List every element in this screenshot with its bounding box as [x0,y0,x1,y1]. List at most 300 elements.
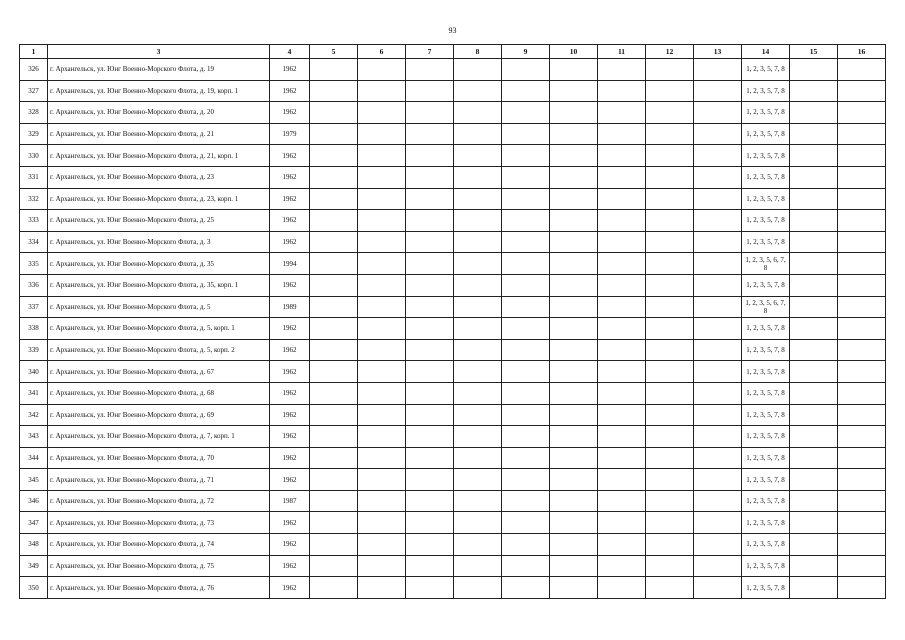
empty-cell [694,59,742,81]
address-cell: г. Архангельск, ул. Юнг Военно-Морского Флота, д. 74 [48,534,270,556]
empty-cell [646,80,694,102]
empty-cell [694,555,742,577]
empty-cell [502,166,550,188]
works-cell: 1, 2, 3, 5, 6, 7, 8 [742,253,790,275]
empty-cell [838,339,886,361]
empty-cell [358,490,406,512]
works-cell: 1, 2, 3, 5, 7, 8 [742,490,790,512]
empty-cell [454,296,502,318]
empty-cell [598,447,646,469]
works-cell: 1, 2, 3, 5, 7, 8 [742,102,790,124]
empty-cell [790,166,838,188]
year-cell: 1962 [270,318,310,340]
empty-cell [790,59,838,81]
empty-cell [598,166,646,188]
empty-cell [550,447,598,469]
works-cell: 1, 2, 3, 5, 7, 8 [742,555,790,577]
empty-cell [406,534,454,556]
empty-cell [838,534,886,556]
empty-cell [358,231,406,253]
row-number-cell: 349 [20,555,48,577]
column-header: 15 [790,45,838,59]
table-row [20,274,886,296]
empty-cell [502,145,550,167]
empty-cell [694,318,742,340]
empty-cell [598,123,646,145]
empty-cell [502,210,550,232]
empty-cell [454,577,502,599]
year-cell: 1962 [270,426,310,448]
empty-cell [502,123,550,145]
table-row [20,339,886,361]
empty-cell [694,382,742,404]
empty-cell [694,339,742,361]
empty-cell [646,318,694,340]
row-number-cell: 347 [20,512,48,534]
empty-cell [646,361,694,383]
empty-cell [790,102,838,124]
empty-cell [790,188,838,210]
address-cell: г. Архангельск, ул. Юнг Военно-Морского Флота, д. 68 [48,382,270,404]
column-header: 11 [598,45,646,59]
empty-cell [790,447,838,469]
empty-cell [358,145,406,167]
empty-cell [646,534,694,556]
empty-cell [502,274,550,296]
year-cell: 1962 [270,339,310,361]
empty-cell [790,274,838,296]
empty-cell [550,123,598,145]
empty-cell [598,318,646,340]
empty-cell [694,361,742,383]
empty-cell [694,231,742,253]
empty-cell [550,404,598,426]
empty-cell [838,404,886,426]
table-row [20,534,886,556]
housing-table [19,44,886,599]
empty-cell [550,274,598,296]
empty-cell [502,296,550,318]
empty-cell [502,469,550,491]
empty-cell [550,577,598,599]
empty-cell [310,577,358,599]
row-number-cell: 328 [20,102,48,124]
empty-cell [502,426,550,448]
empty-cell [790,382,838,404]
empty-cell [838,318,886,340]
empty-cell [598,361,646,383]
year-cell: 1962 [270,382,310,404]
empty-cell [406,296,454,318]
empty-cell [838,210,886,232]
empty-cell [406,426,454,448]
row-number-cell: 336 [20,274,48,296]
empty-cell [646,382,694,404]
address-cell: г. Архангельск, ул. Юнг Военно-Морского Флота, д. 20 [48,102,270,124]
column-header: 16 [838,45,886,59]
year-cell: 1962 [270,145,310,167]
table-row [20,166,886,188]
empty-cell [310,145,358,167]
empty-cell [502,361,550,383]
empty-cell [358,296,406,318]
empty-cell [454,123,502,145]
empty-cell [406,447,454,469]
empty-cell [790,577,838,599]
empty-cell [502,404,550,426]
empty-cell [694,123,742,145]
empty-cell [454,59,502,81]
table-row [20,426,886,448]
works-cell: 1, 2, 3, 5, 7, 8 [742,123,790,145]
works-cell: 1, 2, 3, 5, 7, 8 [742,404,790,426]
table-row [20,555,886,577]
table-row [20,123,886,145]
empty-cell [790,318,838,340]
year-cell: 1962 [270,102,310,124]
empty-cell [694,534,742,556]
empty-cell [358,534,406,556]
works-cell: 1, 2, 3, 5, 7, 8 [742,80,790,102]
address-cell: г. Архангельск, ул. Юнг Военно-Морского Флота, д. 5, корп. 2 [48,339,270,361]
empty-cell [790,534,838,556]
empty-cell [550,469,598,491]
column-header: 13 [694,45,742,59]
empty-cell [358,210,406,232]
empty-cell [694,80,742,102]
table-row [20,231,886,253]
empty-cell [646,469,694,491]
empty-cell [550,512,598,534]
empty-cell [358,102,406,124]
empty-cell [454,361,502,383]
empty-cell [790,231,838,253]
row-number-cell: 344 [20,447,48,469]
empty-cell [310,59,358,81]
empty-cell [550,382,598,404]
address-cell: г. Архангельск, ул. Юнг Военно-Морского Флота, д. 71 [48,469,270,491]
works-cell: 1, 2, 3, 5, 7, 8 [742,166,790,188]
empty-cell [838,426,886,448]
row-number-cell: 331 [20,166,48,188]
address-cell: г. Архангельск, ул. Юнг Военно-Морского Флота, д. 70 [48,447,270,469]
address-cell: г. Архангельск, ул. Юнг Военно-Морского Флота, д. 25 [48,210,270,232]
empty-cell [838,447,886,469]
row-number-cell: 338 [20,318,48,340]
table-row [20,145,886,167]
year-cell: 1962 [270,404,310,426]
empty-cell [310,469,358,491]
empty-cell [310,361,358,383]
empty-cell [550,339,598,361]
empty-cell [502,102,550,124]
empty-cell [406,59,454,81]
empty-cell [598,404,646,426]
empty-cell [838,102,886,124]
empty-cell [406,123,454,145]
empty-cell [838,577,886,599]
address-cell: г. Архангельск, ул. Юнг Военно-Морского Флота, д. 35 [48,253,270,275]
empty-cell [406,188,454,210]
empty-cell [838,80,886,102]
row-number-cell: 329 [20,123,48,145]
column-header: 6 [358,45,406,59]
empty-cell [598,534,646,556]
address-cell: г. Архангельск, ул. Юнг Военно-Морского Флота, д. 19 [48,59,270,81]
empty-cell [502,577,550,599]
empty-cell [694,426,742,448]
empty-cell [790,490,838,512]
empty-cell [502,339,550,361]
column-header: 4 [270,45,310,59]
empty-cell [454,274,502,296]
year-cell: 1962 [270,59,310,81]
empty-cell [646,555,694,577]
row-number-cell: 343 [20,426,48,448]
empty-cell [454,145,502,167]
table-row [20,102,886,124]
row-number-cell: 326 [20,59,48,81]
column-header: 5 [310,45,358,59]
empty-cell [406,382,454,404]
empty-cell [694,447,742,469]
empty-cell [838,253,886,275]
works-cell: 1, 2, 3, 5, 7, 8 [742,318,790,340]
empty-cell [598,469,646,491]
year-cell: 1962 [270,166,310,188]
empty-cell [454,382,502,404]
row-number-cell: 335 [20,253,48,275]
address-cell: г. Архангельск, ул. Юнг Военно-Морского Флота, д. 23 [48,166,270,188]
table-row [20,253,886,275]
table-row [20,210,886,232]
row-number-cell: 327 [20,80,48,102]
empty-cell [694,296,742,318]
table-row [20,404,886,426]
empty-cell [310,253,358,275]
empty-cell [454,447,502,469]
empty-cell [598,80,646,102]
empty-cell [406,339,454,361]
empty-cell [454,80,502,102]
empty-cell [790,404,838,426]
works-cell: 1, 2, 3, 5, 6, 7, 8 [742,296,790,318]
empty-cell [646,166,694,188]
empty-cell [790,339,838,361]
empty-cell [550,318,598,340]
row-number-cell: 341 [20,382,48,404]
address-cell: г. Архангельск, ул. Юнг Военно-Морского Флота, д. 3 [48,231,270,253]
empty-cell [406,512,454,534]
empty-cell [550,426,598,448]
row-number-cell: 334 [20,231,48,253]
empty-cell [454,188,502,210]
empty-cell [694,469,742,491]
empty-cell [598,253,646,275]
year-cell: 1962 [270,555,310,577]
empty-cell [598,188,646,210]
empty-cell [694,188,742,210]
empty-cell [502,231,550,253]
empty-cell [694,253,742,275]
table-row [20,382,886,404]
empty-cell [646,296,694,318]
empty-cell [838,382,886,404]
empty-cell [838,361,886,383]
empty-cell [790,469,838,491]
table-row [20,80,886,102]
empty-cell [646,512,694,534]
empty-cell [646,231,694,253]
empty-cell [310,231,358,253]
empty-cell [502,253,550,275]
address-cell: г. Архангельск, ул. Юнг Военно-Морского Флота, д. 73 [48,512,270,534]
column-header: 8 [454,45,502,59]
empty-cell [790,80,838,102]
empty-cell [454,166,502,188]
empty-cell [358,447,406,469]
empty-cell [406,145,454,167]
address-cell: г. Архангельск, ул. Юнг Военно-Морского Флота, д. 5 [48,296,270,318]
empty-cell [310,512,358,534]
empty-cell [550,145,598,167]
empty-cell [406,80,454,102]
empty-cell [694,274,742,296]
row-number-cell: 330 [20,145,48,167]
empty-cell [646,490,694,512]
empty-cell [310,426,358,448]
empty-cell [310,490,358,512]
row-number-cell: 339 [20,339,48,361]
empty-cell [406,231,454,253]
empty-cell [406,404,454,426]
empty-cell [550,361,598,383]
empty-cell [694,490,742,512]
empty-cell [310,80,358,102]
empty-cell [550,188,598,210]
year-cell: 1962 [270,469,310,491]
empty-cell [646,59,694,81]
empty-cell [502,59,550,81]
empty-cell [310,447,358,469]
empty-cell [502,318,550,340]
empty-cell [502,555,550,577]
works-cell: 1, 2, 3, 5, 7, 8 [742,426,790,448]
empty-cell [598,145,646,167]
year-cell: 1962 [270,210,310,232]
empty-cell [454,534,502,556]
address-cell: г. Архангельск, ул. Юнг Военно-Морского Флота, д. 75 [48,555,270,577]
empty-cell [598,339,646,361]
empty-cell [790,123,838,145]
empty-cell [454,210,502,232]
empty-cell [838,166,886,188]
empty-cell [502,490,550,512]
works-cell: 1, 2, 3, 5, 7, 8 [742,339,790,361]
empty-cell [694,404,742,426]
empty-cell [790,296,838,318]
column-header: 7 [406,45,454,59]
empty-cell [838,296,886,318]
empty-cell [310,534,358,556]
empty-cell [454,231,502,253]
empty-cell [406,210,454,232]
empty-cell [694,210,742,232]
empty-cell [310,404,358,426]
empty-cell [598,382,646,404]
works-cell: 1, 2, 3, 5, 7, 8 [742,534,790,556]
address-cell: г. Архангельск, ул. Юнг Военно-Морского Флота, д. 21 [48,123,270,145]
empty-cell [646,339,694,361]
empty-cell [406,361,454,383]
empty-cell [838,231,886,253]
empty-cell [358,512,406,534]
column-header: 1 [20,45,48,59]
works-cell: 1, 2, 3, 5, 7, 8 [742,512,790,534]
empty-cell [694,145,742,167]
empty-cell [310,339,358,361]
address-cell: г. Архангельск, ул. Юнг Военно-Морского Флота, д. 69 [48,404,270,426]
year-cell: 1987 [270,490,310,512]
empty-cell [550,166,598,188]
empty-cell [838,145,886,167]
empty-cell [502,188,550,210]
table-row [20,512,886,534]
empty-cell [598,102,646,124]
empty-cell [358,555,406,577]
empty-cell [694,512,742,534]
empty-cell [646,577,694,599]
empty-cell [310,166,358,188]
empty-cell [310,274,358,296]
empty-cell [550,253,598,275]
empty-cell [358,361,406,383]
empty-cell [358,80,406,102]
empty-cell [454,339,502,361]
empty-cell [406,274,454,296]
empty-cell [598,426,646,448]
empty-cell [406,577,454,599]
table-row [20,447,886,469]
works-cell: 1, 2, 3, 5, 7, 8 [742,361,790,383]
empty-cell [550,80,598,102]
row-number-cell: 332 [20,188,48,210]
empty-cell [454,426,502,448]
year-cell: 1962 [270,447,310,469]
address-cell: г. Архангельск, ул. Юнг Военно-Морского Флота, д. 35, корп. 1 [48,274,270,296]
address-cell: г. Архангельск, ул. Юнг Военно-Морского Флота, д. 19, корп. 1 [48,80,270,102]
empty-cell [454,490,502,512]
year-cell: 1994 [270,253,310,275]
year-cell: 1962 [270,512,310,534]
works-cell: 1, 2, 3, 5, 7, 8 [742,382,790,404]
empty-cell [598,231,646,253]
empty-cell [358,426,406,448]
empty-cell [838,490,886,512]
empty-cell [838,274,886,296]
empty-cell [598,274,646,296]
empty-cell [646,404,694,426]
address-cell: г. Архангельск, ул. Юнг Военно-Морского Флота, д. 76 [48,577,270,599]
works-cell: 1, 2, 3, 5, 7, 8 [742,469,790,491]
works-cell: 1, 2, 3, 5, 7, 8 [742,59,790,81]
address-cell: г. Архангельск, ул. Юнг Военно-Морского Флота, д. 72 [48,490,270,512]
table-row [20,577,886,599]
works-cell: 1, 2, 3, 5, 7, 8 [742,274,790,296]
empty-cell [454,512,502,534]
empty-cell [550,231,598,253]
works-cell: 1, 2, 3, 5, 7, 8 [742,577,790,599]
